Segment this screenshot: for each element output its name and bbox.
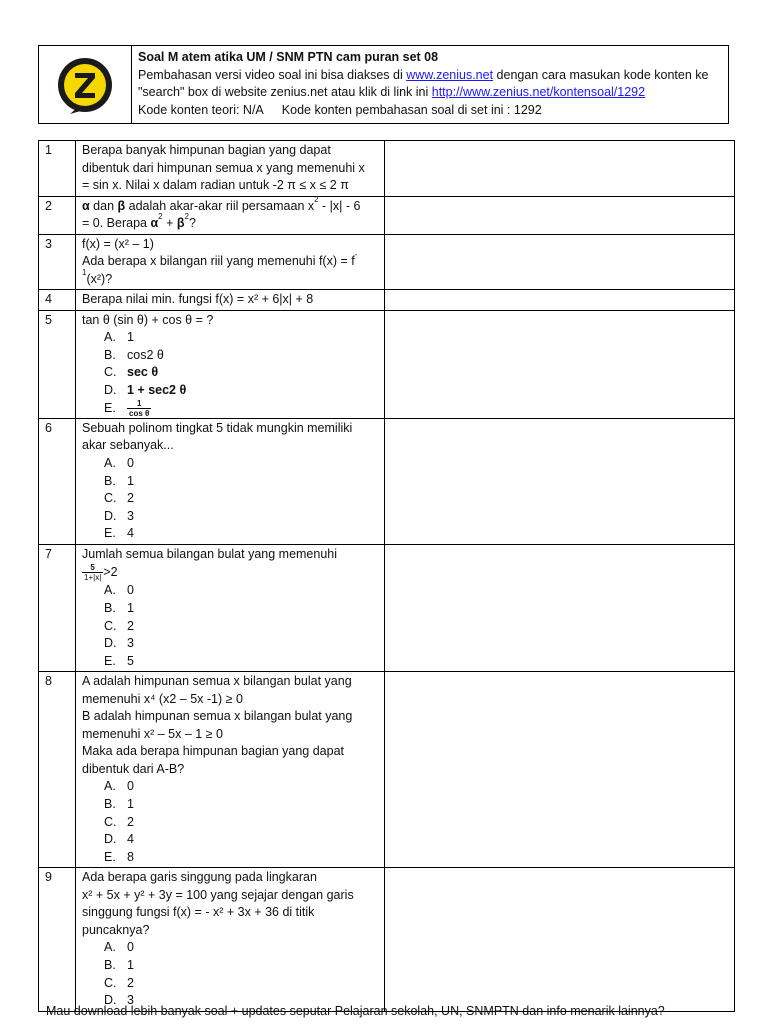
- option-list: [82, 329, 378, 417]
- table-row: [39, 196, 735, 234]
- question-line: memenuhi x⁴ (x2 – 5x -1) ≥ 0: [82, 691, 243, 706]
- access-text-2: dengan cara masukan kode konten ke: [493, 67, 709, 82]
- question-number: 8: [39, 672, 76, 868]
- question-stem: Sebuah polinom tingkat 5 tidak mungkin memiliki: [82, 420, 353, 435]
- answer-cell[interactable]: [385, 418, 735, 544]
- option-item: C. 2: [104, 814, 134, 829]
- question-number: 6: [39, 418, 76, 544]
- fraction: $\frac{1}{\text{cos θ}}$: [129, 399, 150, 419]
- option-item: E. 8: [104, 849, 134, 864]
- option-item: D. 3: [104, 508, 134, 523]
- question-number: 3: [39, 234, 76, 290]
- question-stem: tan θ (sin θ) + cos θ = ?: [82, 312, 214, 327]
- kontensoal-link[interactable]: http://www.zenius.net/kontensoal/1292: [431, 85, 646, 99]
- question-line: dibentuk dari himpunan semua x yang memenuhi x: [82, 160, 365, 175]
- option-item: B. cos2 θ: [104, 347, 164, 362]
- fraction: $\frac{5}{1+|x|}$: [84, 563, 102, 583]
- option-item: A. 0: [104, 455, 134, 470]
- question-line: A adalah himpunan semua x bilangan bulat yang: [82, 674, 352, 689]
- answer-cell[interactable]: [385, 234, 735, 290]
- table-row: [39, 234, 735, 290]
- question-text: [76, 418, 385, 544]
- option-item: A. 0: [104, 940, 134, 955]
- option-item: C. 2: [104, 618, 134, 633]
- option-item: D. 3: [104, 993, 134, 1008]
- option-item: B. 1: [104, 797, 134, 811]
- question-text: [76, 234, 385, 290]
- table-row: [39, 310, 735, 418]
- logo-cell: [39, 46, 132, 123]
- option-item: A. 1: [104, 330, 134, 344]
- option-item: B. 1: [104, 473, 134, 488]
- question-number: 1: [39, 141, 76, 197]
- question-text: [76, 290, 385, 311]
- question-line: Berapa nilai min. fungsi f(x) = x² + 6|x| + 8: [82, 292, 314, 306]
- question-line: singgung fungsi f(x) = - x² + 3x + 36 di titik: [82, 905, 315, 920]
- question-line: Maka ada berapa himpunan bagian yang dapat: [82, 744, 345, 759]
- option-item: A. 0: [104, 779, 134, 794]
- question-number: 5: [39, 310, 76, 418]
- question-line: dibentuk dari A-B?: [82, 761, 185, 776]
- answer-cell[interactable]: [385, 310, 735, 418]
- option-item: E. 4: [104, 526, 134, 541]
- table-row: [39, 290, 735, 311]
- table-row: [39, 544, 735, 671]
- option-list: [82, 455, 378, 543]
- access-text: Pembahasan versi video soal ini bisa diakses di: [138, 67, 407, 82]
- question-line: $^1$(x²)?: [82, 267, 113, 286]
- question-line: = 0. Berapa $\alpha^2 + \beta^2$?: [82, 212, 196, 230]
- question-text: [76, 672, 385, 868]
- header-info: [132, 46, 728, 123]
- option-list: [82, 939, 378, 1009]
- question-line: puncaknya?: [82, 922, 150, 937]
- question-line: Ada berapa garis singgung pada lingkaran: [82, 870, 317, 885]
- theory-code: Kode konten teori: N/A: [138, 102, 264, 117]
- answer-cell[interactable]: [385, 196, 735, 234]
- answer-cell[interactable]: [385, 544, 735, 671]
- code-line: [138, 102, 722, 120]
- doc-title: Soal M atem atika UM / SNM PTN cam puran set 08: [138, 50, 439, 64]
- question-line: α dan β adalah akar-akar riil persamaan $x^2 - |x| - 6$: [82, 194, 361, 213]
- zenius-logo-icon: [54, 54, 116, 116]
- zenius-link[interactable]: www.zenius.net: [406, 67, 494, 82]
- question-line: B adalah himpunan semua x bilangan bulat yang: [82, 709, 353, 724]
- option-list: [82, 778, 378, 866]
- table-row: [39, 141, 735, 197]
- question-text: [76, 544, 385, 671]
- question-inequality: $\frac{5}{1+|x|}$ >2: [84, 563, 118, 583]
- question-stem: Jumlah semua bilangan bulat yang memenuhi: [82, 546, 338, 561]
- search-text: "search" box di website zenius.net atau klik di link ini: [138, 85, 432, 99]
- question-line: x² + 5x + y² + 3y = 100 yang sejajar dengan garis: [82, 887, 354, 902]
- table-row: [39, 418, 735, 544]
- option-item: D. 4: [104, 832, 134, 847]
- search-line: [138, 84, 722, 102]
- answer-cell[interactable]: [385, 672, 735, 868]
- option-item: C. 2: [104, 491, 134, 506]
- option-item: A. 0: [104, 583, 134, 598]
- question-number: 9: [39, 868, 76, 1011]
- questions-table: [38, 140, 735, 1012]
- option-item: B. 1: [104, 601, 134, 616]
- access-line: [138, 67, 722, 85]
- question-line: Ada berapa x bilangan riil yang memenuhi f(x) = f-: [82, 250, 358, 268]
- table-row: [39, 672, 735, 868]
- table-row: [39, 868, 735, 1011]
- question-number: 7: [39, 544, 76, 671]
- option-list: [82, 582, 378, 670]
- option-item: E. 5: [104, 653, 134, 668]
- question-line: Berapa banyak himpunan bagian yang dapat: [82, 143, 331, 157]
- question-text: [76, 310, 385, 418]
- option-item: D. 3: [104, 636, 134, 651]
- option-item: C. 2: [104, 975, 134, 990]
- footer-text: Mau download lebih banyak soal + updates seputar Pelajaran sekolah, UN, SNMPTN dan info menarik lainnya?: [46, 1004, 665, 1018]
- question-number: 2: [39, 196, 76, 234]
- option-item: E. $\frac{1}{\text{cos θ}}$: [104, 399, 150, 419]
- option-item: B. 1: [104, 957, 134, 972]
- question-stem: akar sebanyak...: [82, 438, 174, 453]
- question-text: [76, 868, 385, 1011]
- solution-code: Kode konten pembahasan soal di set ini : 1292: [281, 102, 542, 117]
- document-header: [38, 45, 729, 124]
- question-line: f(x) = (x² – 1): [82, 236, 154, 251]
- question-text: [76, 196, 385, 234]
- option-item: C. sec θ: [104, 365, 159, 380]
- answer-cell[interactable]: [385, 141, 735, 197]
- option-item: D. 1 + sec2 θ: [104, 382, 187, 397]
- question-text: [76, 141, 385, 197]
- question-line: memenuhi x² – 5x – 1 ≥ 0: [82, 726, 223, 741]
- answer-cell[interactable]: [385, 868, 735, 1011]
- answer-cell[interactable]: [385, 290, 735, 311]
- question-line: = sin x. Nilai x dalam radian untuk -2 π ≤ x ≤ 2 π: [82, 178, 349, 192]
- question-number: 4: [39, 290, 76, 311]
